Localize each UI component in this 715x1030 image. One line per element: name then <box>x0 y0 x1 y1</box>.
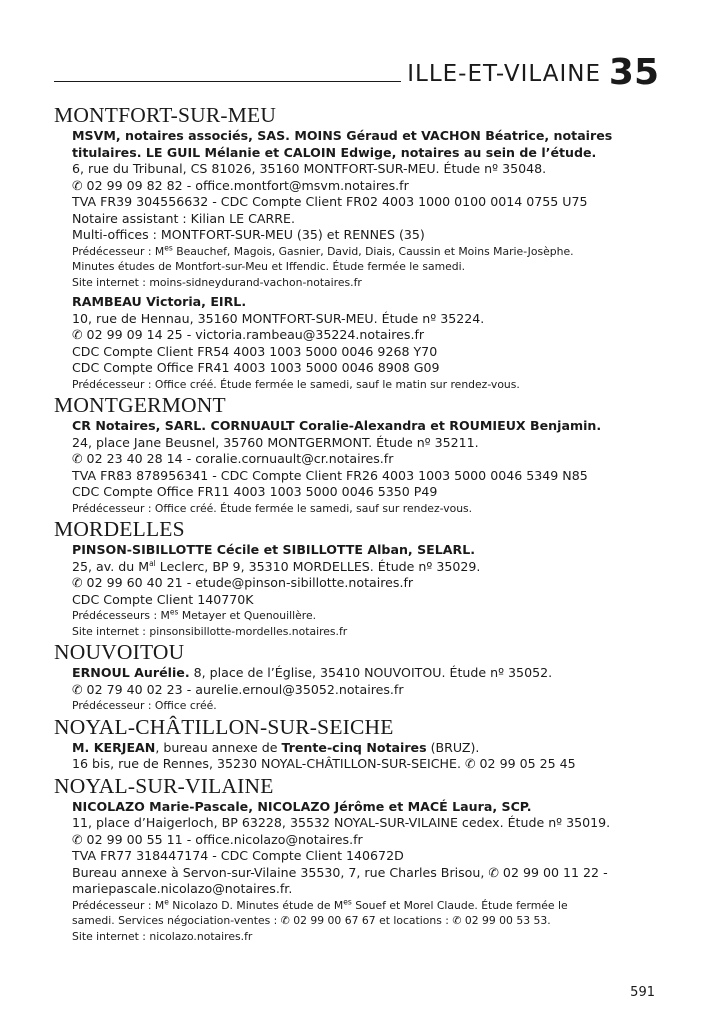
entry-line: CDC Compte Office FR11 4003 1003 5000 0046 5350 P49 <box>72 484 438 499</box>
notary-name: M. KERJEAN <box>72 739 156 755</box>
line-segment: Leclerc, BP 9, 35310 MORDELLES. Étude nº 35029. <box>155 558 481 574</box>
listing-content <box>54 103 659 944</box>
entry-line: MSVM, notaires associés, SAS. MOINS Géraud et VACHON Béatrice, notaires <box>72 128 613 143</box>
entry-line <box>72 740 659 757</box>
line-segment: (BRUZ). <box>426 739 480 755</box>
entry-line: titulaires. LE GUIL Mélanie et CALOIN Edwige, notaires au sein de l’étude. <box>72 144 597 160</box>
title-abbrev-superscript: es <box>169 607 179 617</box>
entry-line: NICOLAZO Marie-Pascale, NICOLAZO Jérôme et MACÉ Laura, SCP. <box>72 798 532 814</box>
notary-entry <box>54 665 659 714</box>
entry-line: TVA FR39 304556632 - CDC Compte Client FR02 4003 1000 0100 0014 0755 U75 <box>72 194 588 209</box>
header-rule <box>54 81 401 82</box>
title-abbrev-superscript: es <box>164 242 173 252</box>
entry-line: samedi. Services négociation-ventes : ✆ 02 99 00 67 67 et locations : ✆ 02 99 00 53 53. <box>72 914 551 927</box>
title-abbrev-superscript: e <box>164 896 169 906</box>
entry-line <box>72 244 659 260</box>
line-segment: , bureau annexe de <box>155 739 282 755</box>
entry-line <box>72 559 659 576</box>
entry-line: CDC Compte Client FR54 4003 1003 5000 0046 9268 Y70 <box>72 343 438 359</box>
entry-line <box>72 608 659 624</box>
entry-line: Prédécesseur : Office créé. Étude fermée le samedi, sauf le matin sur rendez-vous. <box>72 377 520 391</box>
entry-line: Minutes études de Montfort-sur-Meu et Iffendic. Étude fermée le samedi. <box>72 260 466 273</box>
entry-line: 11, place d’Haigerloch, BP 63228, 35532 NOYAL-SUR-VILAINE cedex. Étude nº 35019. <box>72 815 611 830</box>
entry-line: Site internet : nicolazo.notaires.fr <box>72 929 253 943</box>
entry-line: CDC Compte Office FR41 4003 1003 5000 0046 8908 G09 <box>72 360 440 375</box>
line-segment: Nicolazo D. Minutes étude de M <box>168 898 344 912</box>
running-header <box>54 52 659 92</box>
entry-line <box>72 665 659 682</box>
entry-line: CDC Compte Client 140770K <box>72 591 254 607</box>
line-segment: Beauchef, Magois, Gasnier, David, Diais, Caussin et Moins Marie-Josèphe. <box>172 244 574 258</box>
notary-entry <box>54 542 659 639</box>
notary-entry <box>54 418 659 516</box>
entry-line: Prédécesseur : Office créé. Étude fermée le samedi, sauf sur rendez-vous. <box>72 501 473 515</box>
entry-line: TVA FR83 878956341 - CDC Compte Client FR26 4003 1003 5000 0046 5349 N85 <box>72 467 588 483</box>
page-number: 591 <box>630 985 655 1000</box>
entry-line: RAMBEAU Victoria, EIRL. <box>72 294 247 309</box>
line-segment: Prédécesseur : M <box>72 898 165 912</box>
department-number: 35 <box>608 52 659 93</box>
notary-entry <box>54 799 659 945</box>
entry-line: 6, rue du Tribunal, CS 81026, 35160 MONTFORT-SUR-MEU. Étude nº 35048. <box>72 161 547 176</box>
notary-name: ERNOUL Aurélie. <box>72 665 190 680</box>
entry-line: ✆ 02 99 09 82 82 - office.montfort@msvm.notaires.fr <box>72 177 409 193</box>
entry-line: ✆ 02 99 09 14 25 - victoria.rambeau@35224.notaires.fr <box>72 327 425 342</box>
line-segment: Prédécesseurs : M <box>72 609 170 622</box>
town-heading: NOYAL-CHÂTILLON-SUR-SEICHE <box>54 714 394 739</box>
notary-entry <box>54 294 659 392</box>
title-abbrev-superscript: al <box>149 558 156 568</box>
notary-entry <box>54 128 659 290</box>
entry-line: Site internet : pinsonsibillotte-mordelles.notaires.fr <box>72 624 348 638</box>
line-segment: 8, place de l’Église, 35410 NOUVOITOU. Étude nº 35052. <box>189 665 553 680</box>
line-segment: Souef et Morel Claude. Étude fermée le <box>351 898 568 912</box>
title-abbrev-superscript: es <box>343 896 352 906</box>
entry-line: 24, place Jane Beusnel, 35760 MONTGERMONT. Étude nº 35211. <box>72 434 479 450</box>
entry-line: 16 bis, rue de Rennes, 35230 NOYAL-CHÂTILLON-SUR-SEICHE. ✆ 02 99 05 25 45 <box>72 756 576 771</box>
entry-line: TVA FR77 318447174 - CDC Compte Client 140672D <box>72 848 404 863</box>
town-heading: MORDELLES <box>54 517 185 541</box>
entry-line: ✆ 02 99 00 55 11 - office.nicolazo@notaires.fr <box>72 831 363 847</box>
department-name: ILLE-ET-VILAINE <box>407 61 601 87</box>
entry-line: Multi-offices : MONTFORT-SUR-MEU (35) et RENNES (35) <box>72 227 425 242</box>
entry-line: ✆ 02 99 60 40 21 - etude@pinson-sibillotte.notaires.fr <box>72 575 414 590</box>
entry-line: 10, rue de Hennau, 35160 MONTFORT-SUR-MEU. Étude nº 35224. <box>72 310 485 326</box>
town-heading: MONTFORT-SUR-MEU <box>54 103 277 127</box>
entry-line: Site internet : moins-sidneydurand-vachon-notaires.fr <box>72 275 362 289</box>
line-segment: 25, av. du M <box>72 558 150 574</box>
line-segment: Prédécesseur : M <box>72 244 165 258</box>
entry-line: CR Notaires, SARL. CORNUAULT Coralie-Alexandra et ROUMIEUX Benjamin. <box>72 418 602 433</box>
town-heading: NOUVOITOU <box>54 640 185 664</box>
entry-line <box>72 898 659 914</box>
entry-line: Prédécesseur : Office créé. <box>72 699 217 712</box>
entry-line: Notaire assistant : Kilian LE CARRE. <box>72 210 295 226</box>
town-heading: NOYAL-SUR-VILAINE <box>54 773 274 798</box>
town-heading: MONTGERMONT <box>54 393 226 417</box>
entry-line: ✆ 02 79 40 02 23 - aurelie.ernoul@35052.notaires.fr <box>72 681 404 697</box>
office-name: Trente-cinq Notaires <box>281 739 427 755</box>
entry-line: ✆ 02 23 40 28 14 - coralie.cornuault@cr.notaires.fr <box>72 451 394 466</box>
entry-line: PINSON-SIBILLOTTE Cécile et SIBILLOTTE Alban, SELARL. <box>72 542 476 557</box>
line-segment: Metayer et Quenouillère. <box>178 609 317 622</box>
entry-line: mariepascale.nicolazo@notaires.fr. <box>72 881 293 896</box>
notary-entry <box>54 740 659 773</box>
entry-line: Bureau annexe à Servon-sur-Vilaine 35530, 7, rue Charles Brisou, ✆ 02 99 00 11 22 - <box>72 864 608 880</box>
